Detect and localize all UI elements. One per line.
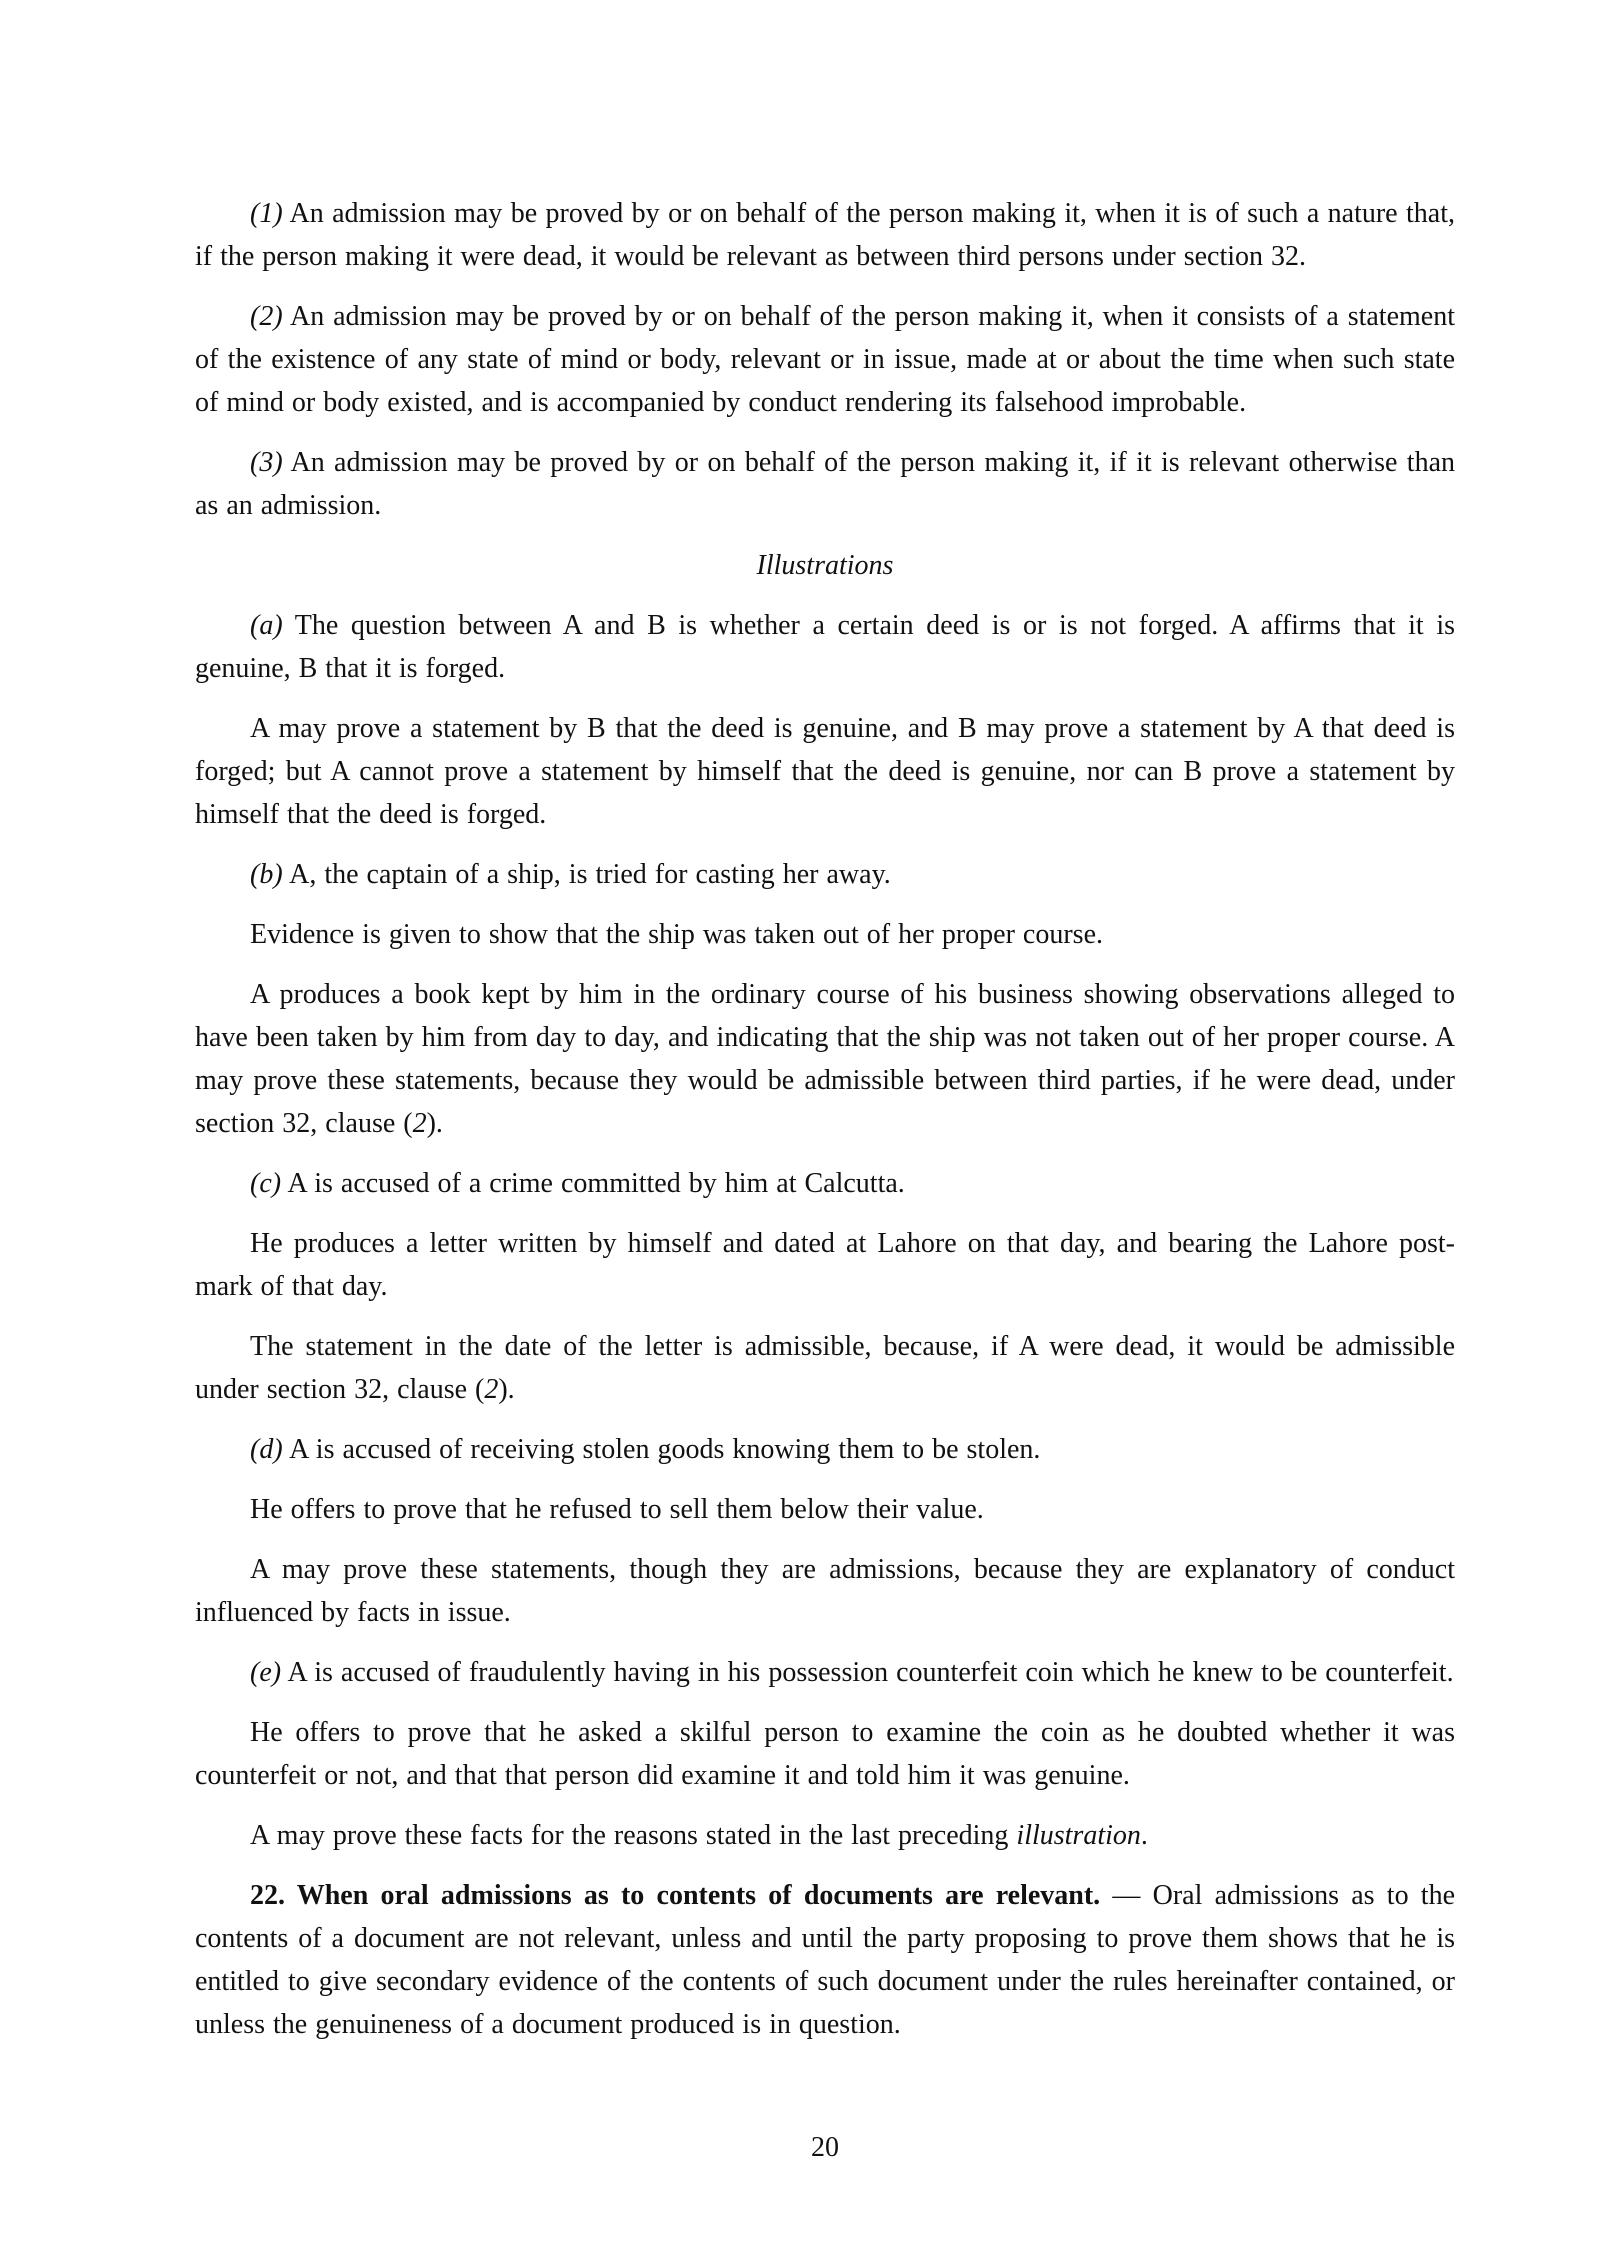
document-body [195,0,1455,2046]
text-run-italic: 2 [412,1108,427,1139]
illustration-b [195,853,1455,896]
text-run-normal: A produces a book kept by him in the ordinary course of his business showing observations alleged to have been taken by him from day to day, and indicating that the ship was not taken out of her proper course. A may prove these statements, because they would be admissible between third parties, if he were dead, under section 32, clause ( [195,979,1455,1139]
illustration-d-detail-1 [195,1488,1455,1531]
clause-3-paragraph [195,441,1455,527]
text-run-normal: A, the captain of a ship, is tried for casting her away. [282,859,891,890]
illustration-c [195,1162,1455,1205]
illustrations-heading [195,544,1455,587]
illustration-a [195,604,1455,690]
text-run-normal: A may prove these statements, though they are admissions, because they are explanatory of conduct influenced by facts in issue. [195,1554,1455,1628]
text-run-normal: . [1140,1820,1148,1851]
text-run-normal: An admission may be proved by or on behalf of the person making it, when it consists of a statement of the existence of any state of mind or body, relevant or in issue, made at or about the time when such state of mind or body existed, and is accompanied by conduct rendering its falsehood improbable. [195,301,1455,418]
clause-1-paragraph [195,192,1455,278]
clause-2-paragraph [195,295,1455,424]
text-run-italic: (b) [250,859,283,890]
section-22-paragraph [195,1874,1455,2046]
text-run-normal: Evidence is given to show that the ship was taken out of her proper course. [250,919,1104,950]
text-run-normal: A is accused of receiving stolen goods knowing them to be stolen. [282,1434,1041,1465]
text-run-normal: A may prove a statement by B that the deed is genuine, and B may prove a statement by A that deed is forged; but A cannot prove a statement by himself that the deed is genuine, nor can B prove a statement by himself that the deed is forged. [195,713,1455,830]
illustration-c-detail-1 [195,1222,1455,1308]
text-run-normal: ). [498,1374,515,1405]
illustration-a-detail [195,707,1455,836]
text-run-normal: The statement in the date of the letter is admissible, because, if A were dead, it would be admissible under section 32, clause ( [195,1331,1455,1405]
text-run-normal: He produces a letter written by himself and dated at Lahore on that day, and bearing the Lahore post-mark of that day. [195,1228,1455,1302]
illustration-d-detail-2 [195,1548,1455,1634]
text-run-normal: — Oral admissions as to the contents of a document are not relevant, unless and until the party proposing to prove them shows that he is entitled to give secondary evidence of the contents of such document under the rules hereinafter contained, or unless the genuineness of a document produced is in question. [195,1880,1455,2040]
page-number: 20 [811,2132,839,2163]
illustration-c-detail-2 [195,1325,1455,1411]
page-footer [195,2126,1455,2169]
text-run-italic: (e) [250,1657,282,1688]
illustration-e-detail-1 [195,1711,1455,1797]
text-run-normal: A may prove these facts for the reasons stated in the last preceding [250,1820,1017,1851]
text-run-bold: 22. When oral admissions as to contents of documents are relevant. [250,1880,1101,1911]
text-run-normal: He offers to prove that he asked a skilful person to examine the coin as he doubted whether it was counterfeit or not, and that that person did examine it and told him it was genuine. [195,1717,1455,1791]
text-run-normal: ). [426,1108,443,1139]
text-run-italic: (a) [250,610,283,641]
text-run-normal: An admission may be proved by or on behalf of the person making it, when it is of such a nature that, if the person making it were dead, it would be relevant as between third persons under section 32. [195,198,1455,272]
text-run-italic: illustration [1016,1820,1141,1851]
text-run-normal: A is accused of a crime committed by him at Calcutta. [281,1168,905,1199]
illustration-b-evidence [195,913,1455,956]
illustration-d [195,1428,1455,1471]
illustration-e-detail-2 [195,1814,1455,1857]
text-run-italic: (2) [250,301,283,332]
illustration-b-detail [195,973,1455,1145]
illustration-e [195,1651,1455,1694]
text-run-normal: An admission may be proved by or on behalf of the person making it, if it is relevant otherwise than as an admission. [195,447,1455,521]
text-run-normal: The question between A and B is whether a certain deed is or is not forged. A affirms that it is genuine, B that it is forged. [195,610,1455,684]
text-run-italic: (c) [250,1168,282,1199]
text-run-italic: 2 [484,1374,499,1405]
text-run-italic: (1) [250,198,283,229]
text-run-normal: A is accused of fraudulently having in his possession counterfeit coin which he knew to be counterfeit. [281,1657,1454,1688]
text-run-italic: (d) [250,1434,283,1465]
text-run-italic: Illustrations [756,550,894,581]
text-run-italic: (3) [250,447,283,478]
text-run-normal: He offers to prove that he refused to sell them below their value. [250,1494,984,1525]
